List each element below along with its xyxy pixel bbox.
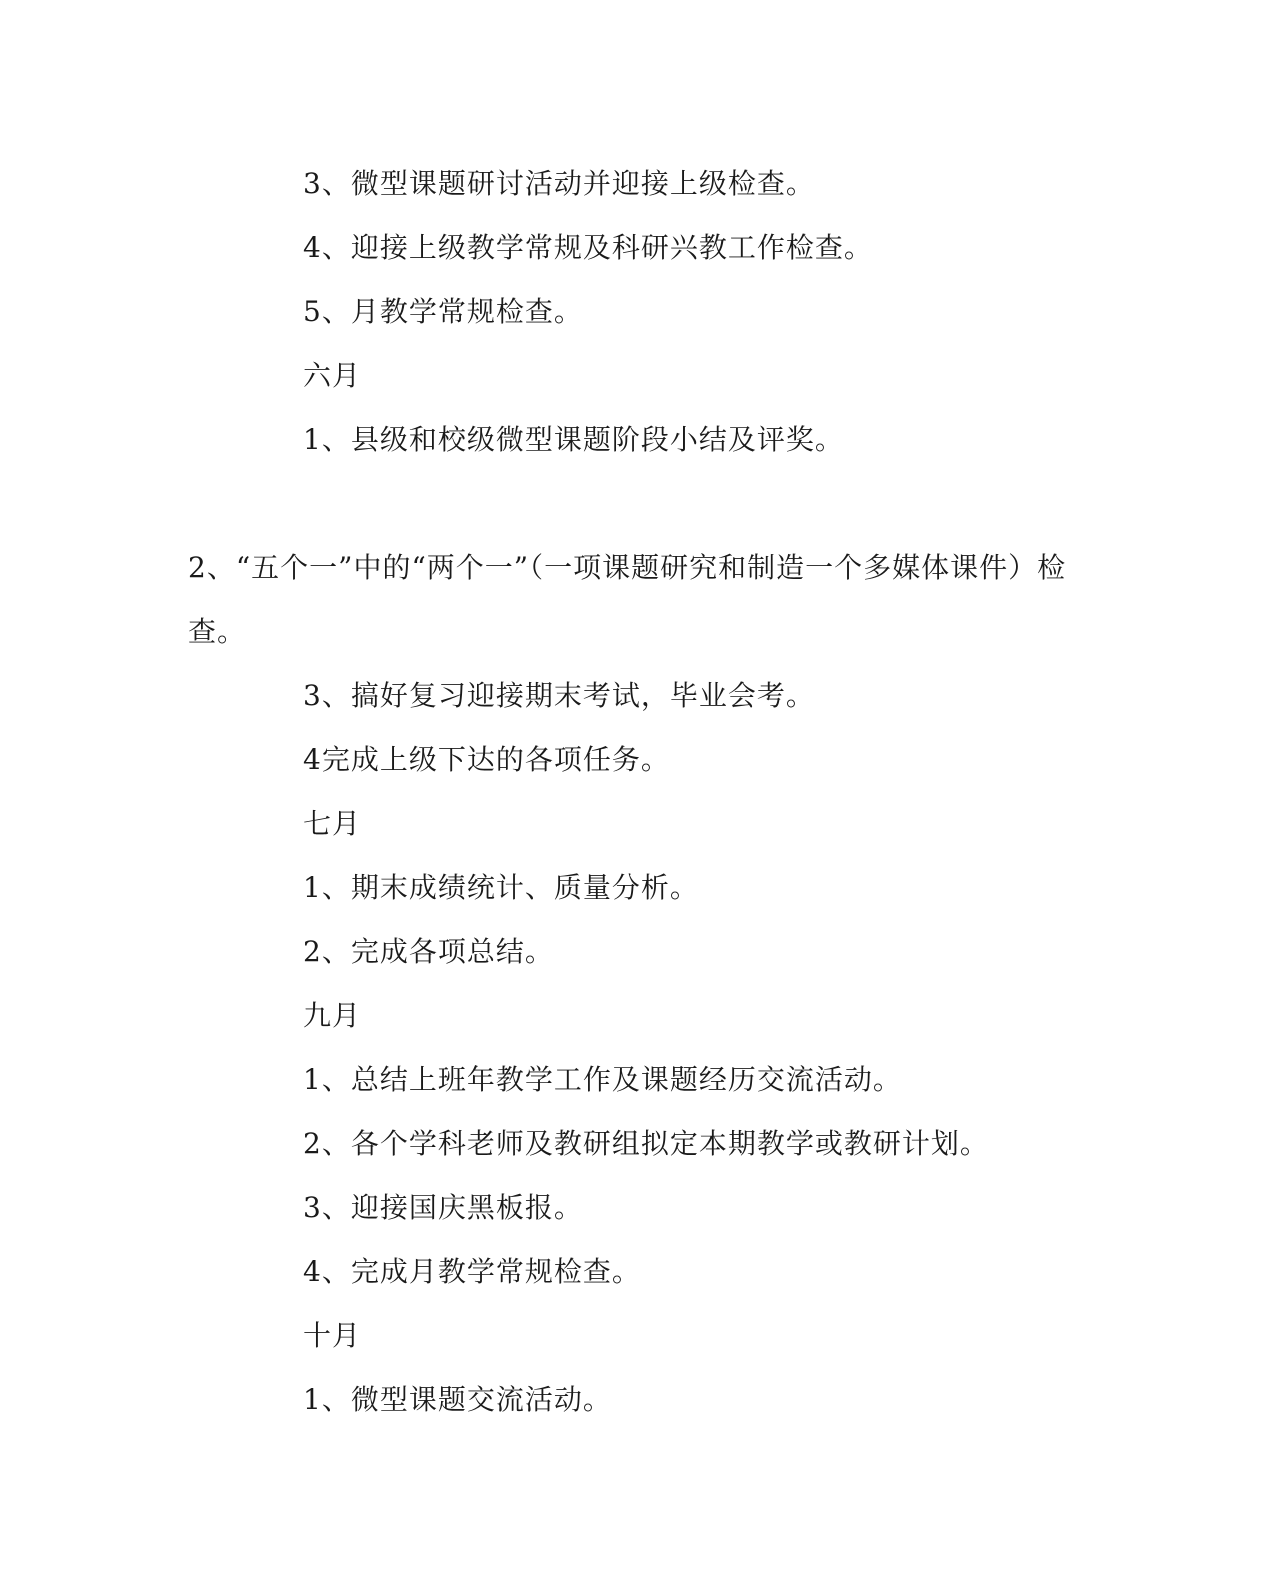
item-june-2-continued: 查。 — [188, 615, 247, 648]
item-june-3: 3、搞好复习迎接期末考试，毕业会考。 — [303, 679, 815, 712]
item-june-2: 2、“五个一”中的“两个一”（一项课题研究和制造一个多媒体课件）检 — [188, 551, 1067, 584]
item-september-2: 2、各个学科老师及教研组拟定本期教学或教研计划。 — [303, 1127, 989, 1160]
item-september-1: 1、总结上班年教学工作及课题经历交流活动。 — [303, 1063, 902, 1096]
month-heading-june: 六月 — [303, 359, 362, 392]
item-may-3: 3、微型课题研讨活动并迎接上级检查。 — [303, 167, 815, 200]
item-september-3: 3、迎接国庆黑板报。 — [303, 1191, 583, 1224]
item-july-1: 1、期末成绩统计、质量分析。 — [303, 871, 699, 904]
item-may-4: 4、迎接上级教学常规及科研兴教工作检查。 — [303, 231, 873, 264]
item-june-4: 4完成上级下达的各项任务。 — [303, 743, 670, 776]
item-october-1: 1、微型课题交流活动。 — [303, 1383, 612, 1416]
month-heading-october: 十月 — [303, 1319, 362, 1352]
item-may-5: 5、月教学常规检查。 — [303, 295, 583, 328]
month-heading-july: 七月 — [303, 807, 362, 840]
item-september-4: 4、完成月教学常规检查。 — [303, 1255, 641, 1288]
month-heading-september: 九月 — [303, 999, 362, 1032]
item-june-1: 1、县级和校级微型课题阶段小结及评奖。 — [303, 423, 844, 456]
item-july-2: 2、完成各项总结。 — [303, 935, 554, 968]
